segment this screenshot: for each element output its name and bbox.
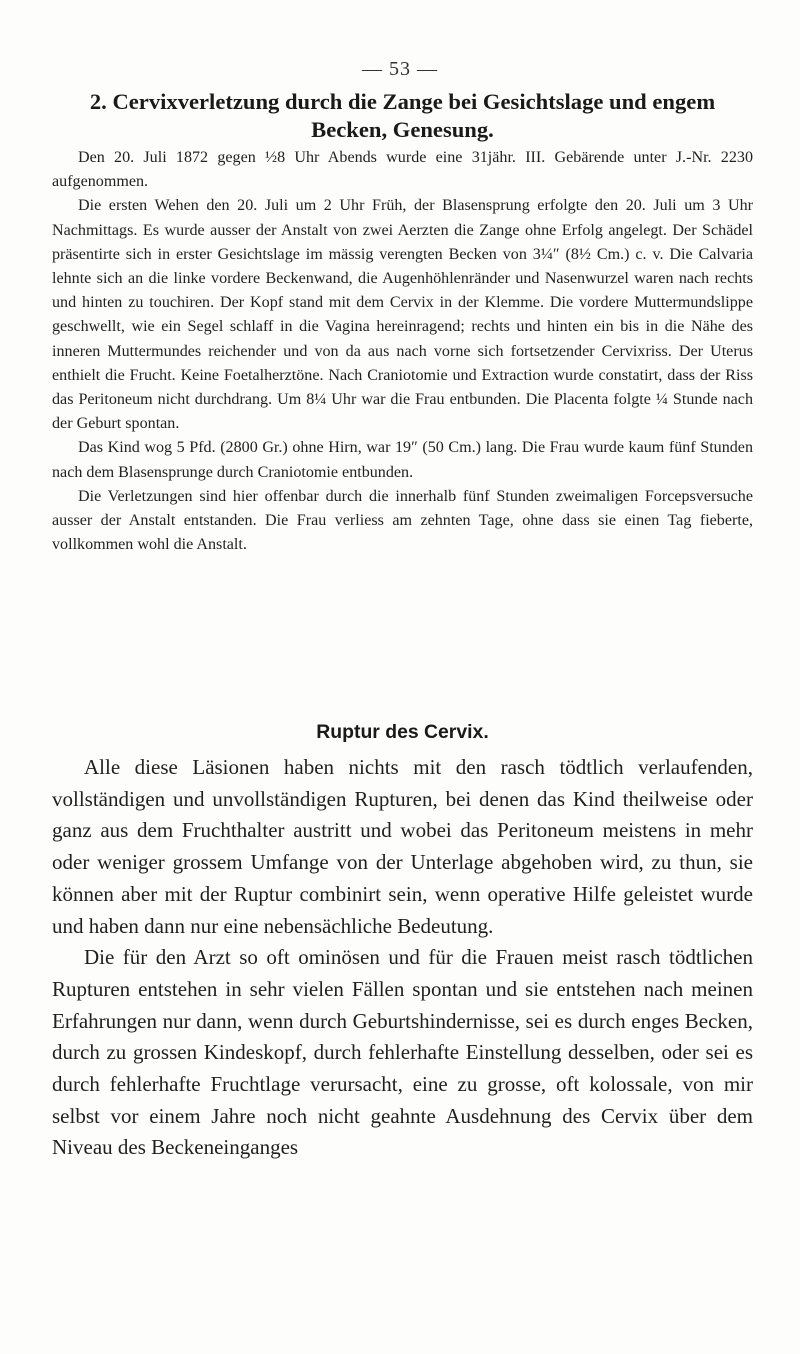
case-paragraph-conclusion: Die Verletzungen sind hier offenbar durch die innerhalb fünf Stunden zweimaligen Forcepsversuche ausser der Anstalt entstanden. Die Frau verliess am zehnten Tage, ohne dass sie einen Tag fieberte, vollkommen wohl die Anstalt. <box>52 487 753 554</box>
case-report <box>52 146 753 557</box>
case-paragraph-course: Die ersten Wehen den 20. Juli um 2 Uhr Früh, der Blasensprung erfolgte den 20. Juli um 3 Uhr Nachmittags. Es wurde ausser der Anstalt von zwei Aerzten die Zange ohne Erfolg angelegt. Der Schädel präsentirte sich in erster Gesichtslage im mässig verengten Becken von 3¼″ (8½ Cm.) c. v. Die Calvaria lehnte sich an die linke vordere Beckenwand, die Augenhöhlenränder und Nasenwurzel waren nach rechts und hinten zu touchiren. Der Kopf stand mit dem Cervix in der Klemme. Die vordere Muttermundslippe geschwellt, wie ein Segel schlaff in die Vagina hereinragend; rechts und hinten ein bis in die Nähe des inneren Muttermundes reichender und von da aus nach vorne sich fortsetzender Cervixriss. Der Uterus enthielt die Frucht. Keine Foetalherztöne. Nach Craniotomie und Extraction wurde constatirt, dass der Riss das Peritoneum nicht durchdrang. Um 8¼ Uhr war die Frau entbunden. Die Placenta folgte ¼ Stunde nach der Geburt spontan. <box>52 197 753 433</box>
section-heading: Ruptur des Cervix. <box>316 721 489 743</box>
body-paragraph-ruptures: Die für den Arzt so oft ominösen und für die Frauen meist rasch tödtlichen Rupturen entstehen in sehr vielen Fällen spontan und sie entstehen nach meinen Erfahrungen nur dann, wenn durch Geburtshindernisse, sei es durch enges Becken, durch zu grossen Kindeskopf, durch fehlerhafte Einstellung desselben, oder sei es durch fehlerhafte Fruchtlage verursacht, eine zu grosse, oft kolossale, von mir selbst vor einem Jahre noch nicht geahnte Ausdehnung des Cervix über dem Niveau des Beckeneinganges <box>52 945 753 1160</box>
body-paragraph-lesions: Alle diese Läsionen haben nichts mit den rasch tödtlich verlaufenden, vollständigen und unvollständigen Rupturen, bei denen das Kind theilweise oder ganz aus dem Fruchthalter austritt und wobei das Peritoneum meistens in mehr oder weniger grossem Umfange von der Unterlage abgehoben wird, zu thun, sie können aber mit der Ruptur combinirt sein, wenn operative Hilfe geleistet wurde und haben dann nur eine nebensächliche Bedeutung. <box>52 755 753 938</box>
page-number: — 53 — <box>362 58 438 80</box>
case-heading: 2. Cervixverletzung durch die Zange bei Gesichtslage und engem Becken, Genesung. <box>89 89 716 142</box>
case-paragraph-child: Das Kind wog 5 Pfd. (2800 Gr.) ohne Hirn, war 19″ (50 Cm.) lang. Die Frau wurde kaum fünf Stunden nach dem Blasensprunge durch Craniotomie entbunden. <box>52 439 753 481</box>
case-paragraph-admission: Den 20. Juli 1872 gegen ½8 Uhr Abends wurde eine 31jähr. III. Gebärende unter J.-Nr. 2230 aufgenommen. <box>52 149 753 191</box>
section-body <box>52 752 753 1164</box>
